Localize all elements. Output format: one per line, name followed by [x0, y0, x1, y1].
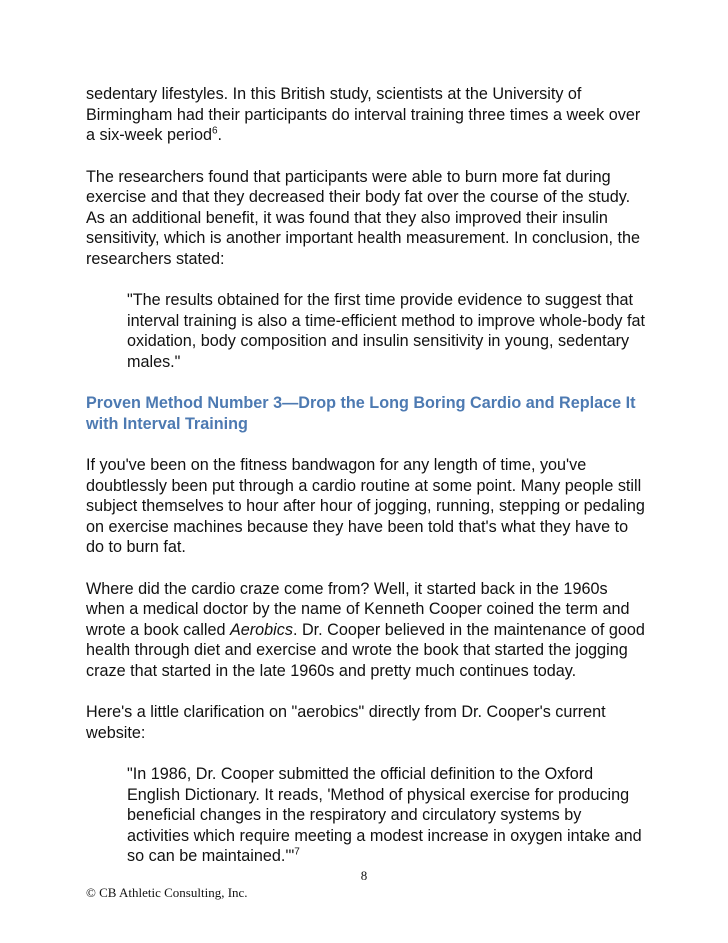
- page-number: 8: [360, 868, 368, 883]
- footer-copyright: © CB Athletic Consulting, Inc.: [86, 885, 248, 900]
- page-content: [86, 84, 646, 888]
- footnote-ref-6: 6: [211, 125, 218, 137]
- paragraph-1-text: sedentary lifestyles. In this British study, scientists at the University of Birmingham had their participants do interval training three times a week over a six-week period: [86, 85, 641, 144]
- paragraph-5: Here's a little clarification on "aerobics" directly from Dr. Cooper's current website:: [86, 703, 606, 742]
- paragraph-4: [86, 579, 646, 682]
- paragraph-1: [86, 84, 646, 146]
- book-title-aerobics: Aerobics: [229, 620, 293, 639]
- footnote-ref-7: 7: [294, 846, 300, 858]
- paragraph-2: The researchers found that participants were able to burn more fat during exercise and that they decreased their body fat over the course of the study. As an additional benefit, it was found that they also improved their insulin sensitivity, which is another important health measurement. In conclusion, the researchers stated:: [86, 167, 640, 268]
- paragraph-3: If you've been on the fitness bandwagon for any length of time, you've doubtlessly been put through a cardio routine at some point. Many people still subject themselves to hour after hour of jogging, running, stepping or pedaling on exercise machines because they have been told that's what they have to do to burn fat.: [86, 456, 645, 556]
- block-quote-2: [127, 764, 646, 867]
- paragraph-4-part-a: Where did the cardio craze come from? Well, it started back in the 1960s when a medical doctor by the name of Kenneth Cooper coined the term and wrote a book called: [86, 579, 630, 639]
- paragraph-1-end: .: [217, 126, 223, 144]
- paragraph-4-part-b: . Dr. Cooper believed in the maintenance of good health through diet and exercise and wrote the book that started the jogging craze that started in the late 1960s and pretty much continues today.: [86, 620, 645, 680]
- section-heading: Proven Method Number 3—Drop the Long Boring Cardio and Replace It with Interval Training: [86, 394, 636, 433]
- block-quote-1: "The results obtained for the first time provide evidence to suggest that interval training is also a time-efficient method to improve whole-body fat oxidation, body composition and insulin sensitivity in young, sedentary males.": [127, 291, 645, 371]
- block-quote-2-text: "In 1986, Dr. Cooper submitted the official definition to the Oxford English Dictionary. It reads, 'Method of physical exercise for producing beneficial changes in the respiratory and circulatory systems by activities which require meeting a modest increase in oxygen intake and so can be maintained.'": [127, 765, 642, 865]
